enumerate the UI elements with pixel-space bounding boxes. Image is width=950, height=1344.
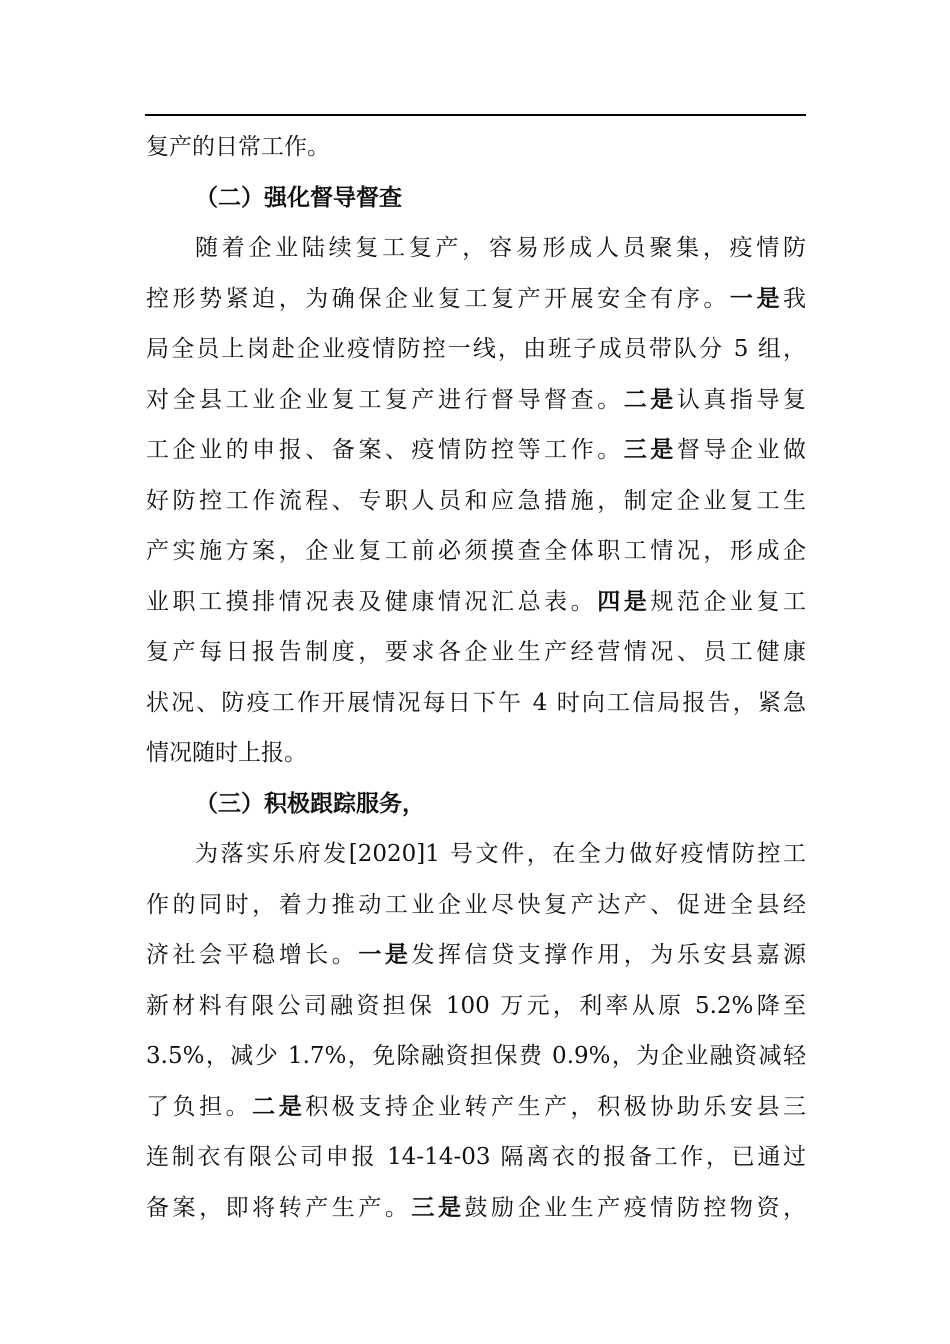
text-line <box>146 375 806 426</box>
text-segment: 情况随时上报。 <box>146 740 307 766</box>
text-segment: 业职工摸排情况表及健康情况汇总表。 <box>146 588 598 615</box>
bold-phrase: （二）强化督导督查 <box>195 183 402 211</box>
text-segment: 了负担。 <box>146 1093 253 1120</box>
text-segment: 局全员上岗赴企业疫情防控一线，由班子成员带队分 5 组， <box>146 336 806 362</box>
text-line <box>146 1082 806 1133</box>
text-segment: 产实施方案，企业复工前必须摸查全体职工情况，形成企 <box>146 538 806 564</box>
text-segment: 发挥信贷支撑作用，为乐安县嘉源 <box>411 942 806 968</box>
text-line <box>146 981 806 1032</box>
text-line <box>146 930 806 981</box>
bold-phrase: 一是 <box>729 284 784 312</box>
text-line <box>146 1031 806 1082</box>
bold-phrase: （三）积极跟踪服务， <box>195 789 425 817</box>
text-line <box>146 526 806 577</box>
text-segment: 对全县工业企业复工复产进行督导督查。 <box>146 386 624 413</box>
text-line <box>146 274 806 325</box>
bold-phrase: 二是 <box>623 385 677 413</box>
bold-phrase: 二是 <box>252 1092 306 1120</box>
text-segment: 控形势紧迫，为确保企业复工复产开展安全有序。 <box>146 285 730 312</box>
section-heading <box>146 173 806 224</box>
bold-phrase: 四是 <box>597 587 651 615</box>
text-segment: 复产每日报告制度，要求各企业生产经营情况、员工健康 <box>146 639 806 665</box>
text-segment: 济社会平稳增长。 <box>146 942 359 968</box>
text-line <box>146 324 806 375</box>
text-segment: 认真指导复 <box>676 386 806 413</box>
text-line <box>146 627 806 678</box>
text-segment: 规范企业复工 <box>650 588 806 615</box>
text-segment: 新材料有限公司融资担保 100 万元，利率从原 5.2%降至 <box>146 992 806 1019</box>
text-line <box>146 577 806 628</box>
text-segment: 3.5%，减少 1.7%，免除融资担保费 0.9%，为企业融资减轻 <box>146 1043 806 1069</box>
text-segment: 为落实乐府发[2020]1 号文件，在全力做好疫情防控工 <box>195 841 806 867</box>
text-line <box>146 1183 806 1234</box>
text-segment: 好防控工作流程、专职人员和应急措施，制定企业复工生 <box>146 487 806 514</box>
bold-phrase: 三是 <box>623 436 677 463</box>
text-segment: 鼓励企业生产疫情防控物资， <box>464 1194 806 1221</box>
text-segment: 复产的日常工作。 <box>146 134 330 160</box>
bold-phrase: 三是 <box>411 1193 465 1221</box>
text-line <box>146 829 806 880</box>
text-line <box>146 223 806 274</box>
text-line <box>146 476 806 527</box>
text-segment: 随着企业陆续复工复产，容易形成人员聚集，疫情防 <box>195 235 806 261</box>
text-segment: 我 <box>783 285 806 312</box>
text-segment: 连制衣有限公司申报 14-14-03 隔离衣的报备工作，已通过 <box>146 1144 806 1170</box>
text-segment: 督导企业做 <box>676 437 806 463</box>
text-line <box>146 880 806 931</box>
text-line <box>146 1132 806 1183</box>
document-body <box>146 122 806 1233</box>
header-rule <box>145 114 806 116</box>
text-line <box>146 678 806 729</box>
text-segment: 状况、防疫工作开展情况每日下午 4 时向工信局报告，紧急 <box>146 689 806 716</box>
text-segment: 工企业的申报、备案、疫情防控等工作。 <box>146 437 624 463</box>
text-line <box>146 728 806 779</box>
text-line <box>146 425 806 476</box>
section-heading <box>146 779 806 830</box>
text-segment: 备案，即将转产生产。 <box>146 1194 412 1221</box>
text-segment: 积极支持企业转产生产，积极协助乐安县三 <box>305 1093 806 1120</box>
bold-phrase: 一是 <box>358 941 412 968</box>
text-line <box>146 122 806 173</box>
text-segment: 作的同时，着力推动工业企业尽快复产达产、促进全县经 <box>146 891 806 918</box>
